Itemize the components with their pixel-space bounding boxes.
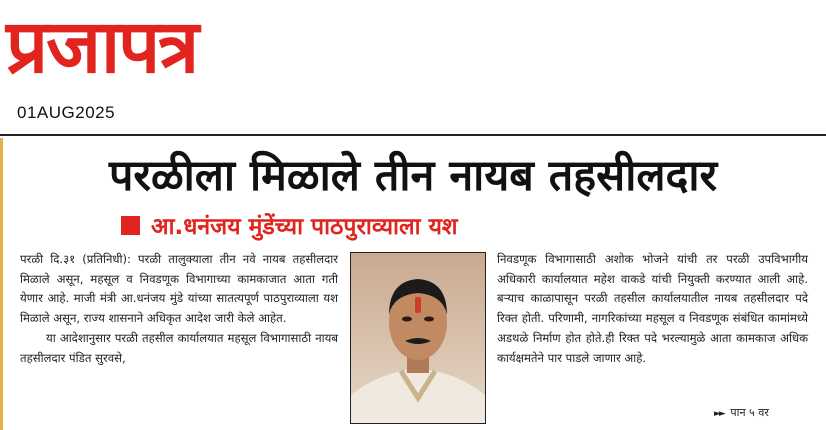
edition-date: 01AUG2025 bbox=[17, 103, 116, 122]
portrait-illustration bbox=[351, 253, 485, 423]
double-arrow-icon: ►► bbox=[714, 409, 724, 419]
portrait-photo bbox=[350, 252, 486, 424]
square-bullet-icon bbox=[121, 216, 140, 235]
article-column-1 bbox=[20, 250, 338, 368]
continued-on-page bbox=[714, 405, 769, 420]
paragraph: निवडणूक विभागासाठी अशोक भोजने यांची तर परळी उपविभागीय अधिकारी कार्यालयात महेश वाकडे यांची नियुक्ती करण्यात आली आहे. बऱ्याच काळापासून परळी तहसील कार्यालयातील नायब तहसीलदार पदे रिक्त होती. परिणामी, नागरिकांच्या महसूल व निवडणूक संबंधित कामांमध्ये अडथळे निर्माण होत होते.ही रिक्त पदे भरल्यामुळे आता कामकाज अधिक कार्यक्षमतेने पार पाडले जाणार आहे. bbox=[497, 252, 808, 365]
continued-label: पान ५ वर bbox=[730, 406, 769, 419]
top-divider bbox=[0, 134, 826, 136]
paragraph: परळी दि.३१ (प्रतिनिधी): परळी तालुक्याला तीन नवे नायब तहसीलदार मिळाले असून, महसूल व निवडणूक विभागाच्या कामकाजात आता गती येणार आहे. माजी मंत्री आ.धनंजय मुंडे यांच्या सातत्यपूर्ण पाठपुराव्याला यश मिळाले असून, राज्य शासनाने अधिकृत आदेश जारी केले आहेत. bbox=[20, 252, 338, 326]
article-subheadline bbox=[121, 208, 458, 242]
paragraph: या आदेशानुसार परळी तहसील कार्यालयात महसूल विभागासाठी नायब तहसीलदार पंडित सुरवसे, bbox=[20, 330, 338, 365]
article-column-2 bbox=[497, 250, 808, 368]
subheadline-text: आ.धनंजय मुंडेंच्या पाठपुराव्याला यश bbox=[151, 214, 458, 240]
masthead-logo-text: प्रजापत्र bbox=[6, 4, 198, 90]
article-headline: परळीला मिळाले तीन नायब तहसीलदार bbox=[108, 151, 718, 201]
newspaper-masthead bbox=[6, 4, 306, 90]
